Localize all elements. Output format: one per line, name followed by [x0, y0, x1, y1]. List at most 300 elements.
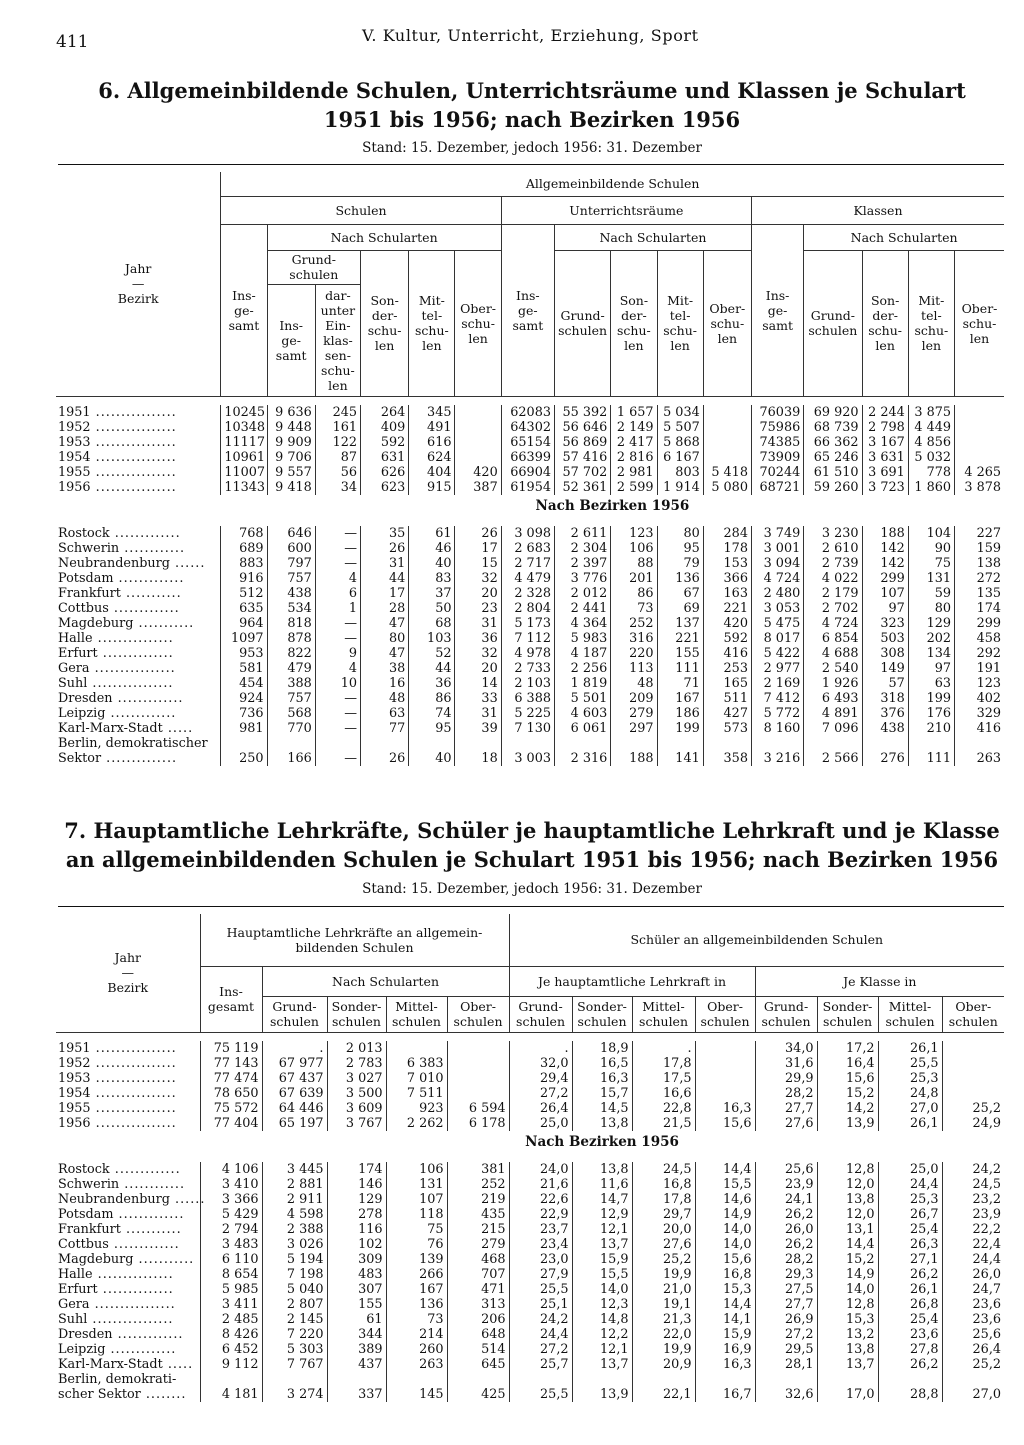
table-cell — [447, 1041, 509, 1056]
table-cell: 26,8 — [878, 1297, 942, 1312]
table7-header — [56, 914, 1004, 1032]
table-cell: 3 003 — [501, 751, 554, 766]
table-cell: 19,9 — [632, 1267, 695, 1282]
row-label-text: Neubrandenburg — [58, 1191, 170, 1207]
table-cell: 142 — [862, 556, 908, 571]
table-cell: 17,8 — [632, 1056, 695, 1071]
t6-sonderschulen: Son- der- schu- len — [361, 250, 409, 396]
table-cell: 28,8 — [878, 1387, 942, 1402]
table-cell: 26,2 — [878, 1357, 942, 1372]
table-cell: 23,9 — [755, 1177, 817, 1192]
table-row — [56, 1177, 1004, 1192]
table-cell: 167 — [657, 691, 703, 706]
table-cell: 252 — [447, 1177, 509, 1192]
t6-klassen-sonder: Son- der- schu- len — [862, 250, 908, 396]
table-cell: 770 — [267, 721, 315, 736]
row-label-text: Berlin, demokratischer — [58, 735, 208, 751]
table-cell: 44 — [409, 661, 455, 676]
t7-je-klasse: Je Klasse in — [755, 966, 1004, 996]
table-cell: 67 — [657, 586, 703, 601]
table-cell: 74 — [409, 706, 455, 721]
table-cell: 26,2 — [755, 1237, 817, 1252]
table-cell: 5 501 — [554, 691, 610, 706]
table-cell: 12,0 — [817, 1207, 878, 1222]
table-cell: 17,8 — [632, 1192, 695, 1207]
empty-cell — [908, 736, 954, 751]
table-cell: 16,8 — [632, 1177, 695, 1192]
row-label-text: 1956 — [58, 479, 91, 495]
row-label-text: Neubrandenburg — [58, 555, 170, 571]
table-cell: 263 — [955, 751, 1005, 766]
table-cell: 592 — [361, 435, 409, 450]
table-row — [56, 571, 1004, 586]
table-cell: 61 — [409, 526, 455, 541]
row-label-text: Leipzig — [58, 705, 106, 721]
table-cell: 16,3 — [572, 1071, 632, 1086]
leader-dots: ............. — [105, 705, 177, 721]
leader-dots: ............. — [109, 1161, 181, 1177]
table-row — [56, 646, 1004, 661]
table-cell: 66399 — [501, 450, 554, 465]
table-cell: 5 034 — [657, 405, 703, 420]
table-cell: 174 — [955, 601, 1005, 616]
row-label-text: scher Sektor — [58, 1386, 141, 1402]
table-cell: 22,2 — [942, 1222, 1004, 1237]
empty-cell — [221, 736, 267, 751]
table-cell: 13,8 — [817, 1342, 878, 1357]
table-cell — [955, 420, 1005, 435]
table-cell: 313 — [447, 1297, 509, 1312]
table-cell: 48 — [361, 691, 409, 706]
table-cell: 70244 — [751, 465, 803, 480]
row-label-text: 1952 — [58, 1055, 91, 1071]
row-label — [56, 435, 221, 450]
row-label — [56, 721, 221, 736]
table-row — [56, 1162, 1004, 1177]
table-cell: 23,0 — [509, 1252, 572, 1267]
row-label-text: Sektor — [58, 750, 102, 766]
table-cell: 2 610 — [804, 541, 862, 556]
row-label — [56, 1116, 200, 1131]
leader-dots: ................ — [90, 449, 177, 465]
table-cell: 3 230 — [804, 526, 862, 541]
table-cell: 129 — [908, 616, 954, 631]
row-label — [56, 601, 221, 616]
table-cell: 307 — [327, 1282, 386, 1297]
table-cell: . — [262, 1041, 327, 1056]
table-cell: 90 — [908, 541, 954, 556]
table-cell: 25,2 — [942, 1101, 1004, 1116]
table-cell: 202 — [908, 631, 954, 646]
table-cell: 266 — [386, 1267, 447, 1282]
empty-cell — [695, 1372, 755, 1387]
table-cell — [942, 1071, 1004, 1086]
row-label — [56, 1222, 200, 1237]
t7-jkl-grund: Grund- schulen — [755, 996, 817, 1032]
table-cell: 32,6 — [755, 1387, 817, 1402]
table-cell: 68 739 — [804, 420, 862, 435]
table-cell: 14,4 — [695, 1162, 755, 1177]
row-label — [56, 526, 221, 541]
table-cell: 6 — [315, 586, 360, 601]
t6-klassen-ober: Ober- schu- len — [955, 250, 1005, 396]
table-cell: 56 — [315, 465, 360, 480]
table-cell: 13,2 — [817, 1327, 878, 1342]
table7-body — [56, 1032, 1004, 1402]
table-cell: 32 — [455, 571, 501, 586]
table-cell: 568 — [267, 706, 315, 721]
table-cell: 28 — [361, 601, 409, 616]
table-cell: 15 — [455, 556, 501, 571]
page-number: 411 — [56, 32, 89, 52]
table-cell: 65 246 — [804, 450, 862, 465]
table6-stand: Stand: 15. Dezember, jedoch 1956: 31. Dezember — [362, 140, 702, 156]
row-label-text: Schwerin — [58, 1176, 120, 1192]
table-cell: 323 — [862, 616, 908, 631]
t6-grund-insgesamt: Ins- ge- samt — [267, 284, 315, 396]
table-cell: 14,0 — [817, 1282, 878, 1297]
table-cell: 13,9 — [572, 1387, 632, 1402]
table-cell: 22,0 — [632, 1327, 695, 1342]
table-cell: 9 418 — [267, 480, 315, 495]
table-cell: 37 — [409, 586, 455, 601]
table-cell — [695, 1086, 755, 1101]
leader-dots: ............... — [92, 1266, 174, 1282]
table-cell: 31,6 — [755, 1056, 817, 1071]
table-row — [56, 676, 1004, 691]
table-cell: 15,7 — [572, 1086, 632, 1101]
table-cell: 402 — [955, 691, 1005, 706]
table-cell: 22,4 — [942, 1237, 1004, 1252]
table-cell: 24,4 — [509, 1327, 572, 1342]
table-cell: 10245 — [221, 405, 267, 420]
row-label-text: Magdeburg — [58, 615, 134, 631]
table-cell: 645 — [447, 1357, 509, 1372]
table-cell: 149 — [862, 661, 908, 676]
t6-raeume-ober: Ober- schu- len — [703, 250, 751, 396]
table-cell: 27,2 — [755, 1327, 817, 1342]
leader-dots: ............. — [113, 570, 185, 586]
table-cell: 6 061 — [554, 721, 610, 736]
table-cell — [447, 1071, 509, 1086]
table-row — [56, 1357, 1004, 1372]
table-cell: 210 — [908, 721, 954, 736]
table-cell: 34,0 — [755, 1041, 817, 1056]
table-cell: 3 875 — [908, 405, 954, 420]
t6-mittelschulen: Mit- tel- schu- len — [409, 250, 455, 396]
table-cell: 188 — [611, 751, 657, 766]
table-cell: 47 — [361, 646, 409, 661]
table-cell — [955, 405, 1005, 420]
table-row — [56, 736, 1004, 751]
empty-cell — [409, 736, 455, 751]
table-cell: 26,3 — [878, 1237, 942, 1252]
row-label-text: Suhl — [58, 1311, 88, 1327]
table-cell: 61 — [327, 1312, 386, 1327]
empty-cell — [878, 1372, 942, 1387]
table-row — [56, 631, 1004, 646]
empty-cell — [632, 1372, 695, 1387]
table-cell: 188 — [862, 526, 908, 541]
empty-cell — [611, 736, 657, 751]
table-cell: 1 657 — [611, 405, 657, 420]
table-cell: — — [315, 691, 360, 706]
leader-dots: ................ — [90, 464, 177, 480]
table-cell: 345 — [409, 405, 455, 420]
leader-dots: ...... — [169, 1191, 206, 1207]
table-cell: 26,0 — [755, 1222, 817, 1237]
table-cell: 78 650 — [200, 1086, 262, 1101]
table-cell: 3 691 — [862, 465, 908, 480]
table-cell: 67 977 — [262, 1056, 327, 1071]
table-cell: 27,5 — [755, 1282, 817, 1297]
table-cell: 964 — [221, 616, 267, 631]
table-cell: 57 — [862, 676, 908, 691]
table-cell: 2 441 — [554, 601, 610, 616]
empty-cell — [501, 736, 554, 751]
table-cell: 736 — [221, 706, 267, 721]
table-cell: 16,3 — [695, 1357, 755, 1372]
row-label-text: 1951 — [58, 1040, 91, 1056]
table-cell: 47 — [361, 616, 409, 631]
table-row — [56, 1086, 1004, 1101]
table-cell: 11007 — [221, 465, 267, 480]
table-row — [56, 526, 1004, 541]
table-cell: 3 500 — [327, 1086, 386, 1101]
table6-body — [56, 396, 1004, 766]
table-row — [56, 1237, 1004, 1252]
table-cell: 21,3 — [632, 1312, 695, 1327]
row-label — [56, 1282, 200, 1297]
table-cell: 76 — [386, 1237, 447, 1252]
row-label-text: Cottbus — [58, 600, 109, 616]
section-heading: Nach Bezirken 1956 — [525, 1133, 679, 1150]
table-cell: 1 914 — [657, 480, 703, 495]
table-cell: 69 — [657, 601, 703, 616]
table-cell: 174 — [327, 1162, 386, 1177]
table-cell: 15,5 — [695, 1177, 755, 1192]
table-cell: 9 112 — [200, 1357, 262, 1372]
table-cell: 23,9 — [942, 1207, 1004, 1222]
table-cell: 26,1 — [878, 1282, 942, 1297]
empty-cell — [315, 736, 360, 751]
table-cell: 14,5 — [572, 1101, 632, 1116]
row-label-text: Magdeburg — [58, 1251, 134, 1267]
table-cell: 106 — [611, 541, 657, 556]
row-label-text: Rostock — [58, 525, 110, 541]
table-cell: 136 — [386, 1297, 447, 1312]
empty-cell — [200, 1372, 262, 1387]
t7-lk-nach: Nach Schularten — [262, 966, 509, 996]
table-cell: 97 — [862, 601, 908, 616]
table-cell: 165 — [703, 676, 751, 691]
table-cell: 68721 — [751, 480, 803, 495]
table-cell: 7 220 — [262, 1327, 327, 1342]
table-cell: 29,5 — [755, 1342, 817, 1357]
table-cell: 12,8 — [817, 1162, 878, 1177]
table-cell: 178 — [703, 541, 751, 556]
spacer-row — [56, 518, 1004, 526]
table-cell: 87 — [315, 450, 360, 465]
leader-dots: ........... — [120, 585, 182, 601]
table-cell: 25,6 — [942, 1327, 1004, 1342]
table-cell: 16,7 — [695, 1387, 755, 1402]
table-cell: 56 646 — [554, 420, 610, 435]
table-cell: 77 474 — [200, 1071, 262, 1086]
table-cell: 981 — [221, 721, 267, 736]
table-row — [56, 1342, 1004, 1357]
table-row — [56, 661, 1004, 676]
table-cell: 1097 — [221, 631, 267, 646]
leader-dots: ................ — [90, 404, 177, 420]
table-cell: 264 — [361, 405, 409, 420]
table-cell: 48 — [611, 676, 657, 691]
leader-dots: ................ — [90, 1070, 177, 1086]
table-cell — [695, 1041, 755, 1056]
row-label-text: Berlin, demokrati- — [58, 1371, 177, 1387]
table-cell: 10 — [315, 676, 360, 691]
table-cell: 768 — [221, 526, 267, 541]
table-cell: 24,2 — [942, 1162, 1004, 1177]
table-cell: 803 — [657, 465, 703, 480]
table-cell: 3 274 — [262, 1387, 327, 1402]
table-cell: 26,7 — [878, 1207, 942, 1222]
table-cell: 79 — [657, 556, 703, 571]
t6-schulen-nach: Nach Schularten — [267, 224, 501, 250]
table-cell: 206 — [447, 1312, 509, 1327]
table-cell: 64 446 — [262, 1101, 327, 1116]
table-row — [56, 1041, 1004, 1056]
table-cell: 27,0 — [878, 1101, 942, 1116]
table-cell: 73909 — [751, 450, 803, 465]
table-row — [56, 556, 1004, 571]
row-label-text: 1952 — [58, 419, 91, 435]
table-cell — [703, 405, 751, 420]
table-cell: 22,8 — [632, 1101, 695, 1116]
table-cell: . — [632, 1041, 695, 1056]
table-cell: 635 — [221, 601, 267, 616]
table-cell: 25,5 — [509, 1282, 572, 1297]
leader-dots: ................ — [89, 660, 176, 676]
table-cell: 2 881 — [262, 1177, 327, 1192]
table-cell: 15,9 — [695, 1327, 755, 1342]
table-cell — [447, 1056, 509, 1071]
table-cell: 4 364 — [554, 616, 610, 631]
table-cell: 31 — [455, 616, 501, 631]
table-row — [56, 1056, 1004, 1071]
table-cell: 4 265 — [955, 465, 1005, 480]
table-cell: 61 510 — [804, 465, 862, 480]
row-label — [56, 1312, 200, 1327]
table-cell: 308 — [862, 646, 908, 661]
row-label — [56, 586, 221, 601]
table-cell: 3 167 — [862, 435, 908, 450]
table-cell: 22,6 — [509, 1192, 572, 1207]
empty-cell — [657, 736, 703, 751]
table-cell: 199 — [908, 691, 954, 706]
leader-dots: ............. — [108, 1236, 180, 1252]
table-cell: 159 — [955, 541, 1005, 556]
table-cell: 13,8 — [572, 1116, 632, 1131]
table-cell: 5 303 — [262, 1342, 327, 1357]
table-cell: 534 — [267, 601, 315, 616]
t7-lk-grund: Grund- schulen — [262, 996, 327, 1032]
table-cell: 24,0 — [509, 1162, 572, 1177]
table-cell: 471 — [447, 1282, 509, 1297]
table-cell: 25,2 — [632, 1252, 695, 1267]
table-cell — [455, 405, 501, 420]
table-cell: 26,1 — [878, 1041, 942, 1056]
table-cell: 9 557 — [267, 465, 315, 480]
table-cell: 14,4 — [817, 1237, 878, 1252]
empty-cell — [386, 1372, 447, 1387]
row-label-text: Cottbus — [58, 1236, 109, 1252]
table-cell: 95 — [657, 541, 703, 556]
row-label — [56, 1041, 200, 1056]
table-cell: 299 — [862, 571, 908, 586]
table-cell: 5 983 — [554, 631, 610, 646]
table-cell: — — [315, 751, 360, 766]
table-cell: 12,3 — [572, 1297, 632, 1312]
table-cell: 137 — [657, 616, 703, 631]
leader-dots: .............. — [97, 1281, 174, 1297]
row-label-text: Schwerin — [58, 540, 120, 556]
table-cell: 59 260 — [804, 480, 862, 495]
table-cell: 10961 — [221, 450, 267, 465]
leader-dots: ................ — [90, 1085, 177, 1101]
empty-cell — [955, 736, 1005, 751]
table-cell: 77 — [361, 721, 409, 736]
t7-lehrkraefte: Hauptamtliche Lehrkräfte an allgemein- bildenden Schulen — [200, 914, 509, 966]
table-cell: 27,2 — [509, 1342, 572, 1357]
table-row — [56, 435, 1004, 450]
section-row — [56, 495, 1004, 518]
leader-dots: .............. — [101, 750, 178, 766]
table-cell: 86 — [611, 586, 657, 601]
table-cell: 2 145 — [262, 1312, 327, 1327]
table-cell: 6 110 — [200, 1252, 262, 1267]
table-cell: 55 392 — [554, 405, 610, 420]
row-label-text: 1955 — [58, 1100, 91, 1116]
table-cell: 4 603 — [554, 706, 610, 721]
table-cell: 409 — [361, 420, 409, 435]
table-cell: 416 — [955, 721, 1005, 736]
table-cell: 71 — [657, 676, 703, 691]
t6-corner: Jahr — Bezirk — [56, 172, 221, 396]
t7-jkl-ober: Ober- schulen — [942, 996, 1004, 1032]
table-cell: 16 — [361, 676, 409, 691]
table-cell: 2 256 — [554, 661, 610, 676]
table-cell: 134 — [908, 646, 954, 661]
table-cell: 26,2 — [878, 1267, 942, 1282]
row-label-text: Karl-Marx-Stadt — [58, 1356, 163, 1372]
leader-dots: ................ — [90, 419, 177, 435]
table-cell: 2 816 — [611, 450, 657, 465]
table-cell: 581 — [221, 661, 267, 676]
table-cell: 2 683 — [501, 541, 554, 556]
table-cell: 2 540 — [804, 661, 862, 676]
t7-jkl-mittel: Mittel- schulen — [878, 996, 942, 1032]
t6-klassen-nach: Nach Schularten — [804, 224, 1004, 250]
table-cell: 309 — [327, 1252, 386, 1267]
table-cell: 4 181 — [200, 1387, 262, 1402]
table-cell: 924 — [221, 691, 267, 706]
table-row — [56, 1116, 1004, 1131]
table-cell: 11,6 — [572, 1177, 632, 1192]
table-cell: 68 — [409, 616, 455, 631]
empty-cell — [804, 736, 862, 751]
table-cell: 707 — [447, 1267, 509, 1282]
